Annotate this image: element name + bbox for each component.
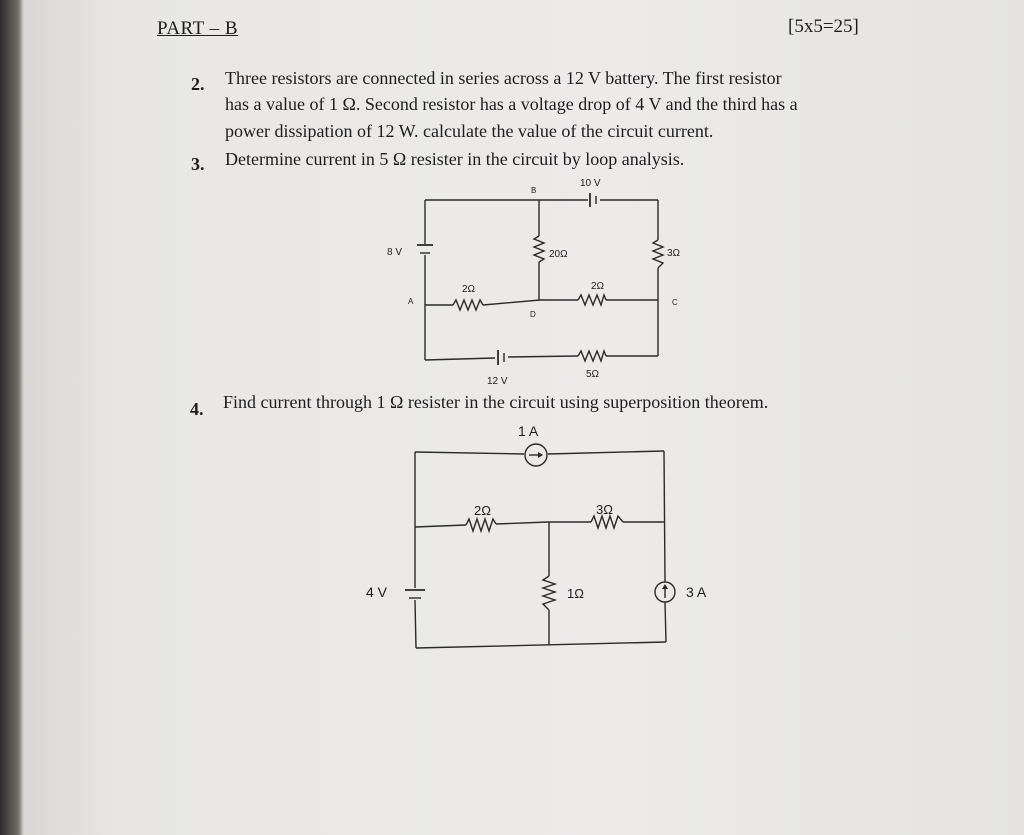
- current-source-3a-symbol: [655, 582, 675, 602]
- circuit-2-wires: [415, 451, 666, 648]
- part-heading: PART – B: [157, 18, 239, 39]
- current-source-1a-symbol: [525, 444, 547, 466]
- node-c-label: C: [672, 298, 678, 307]
- resistor-1-ohm-symbol: [543, 576, 555, 610]
- question-3-number: 3.: [191, 154, 205, 174]
- current-3a-label: 3 A: [686, 584, 707, 600]
- resistor-3-ohm-label: 3Ω: [667, 248, 681, 259]
- battery-4v-symbol: [405, 590, 425, 598]
- question-2-line-2: has a value of 1 Ω. Second resistor has a voltage drop of 4 V and the third has a: [225, 94, 798, 114]
- voltage-4v-label: 4 V: [366, 584, 388, 600]
- current-1a-label: 1 A: [518, 423, 539, 439]
- voltage-12v-label: 12 V: [487, 376, 508, 387]
- resistor-2-ohm-label: 2Ω: [474, 503, 491, 518]
- resistor-2-ohm-left-label: 2Ω: [462, 284, 476, 295]
- resistor-20-ohm-label: 20Ω: [549, 249, 568, 260]
- resistor-2-ohm-symbol: [466, 519, 496, 531]
- question-4-line-1: Find current through 1 Ω resister in the circuit using superposition theorem.: [223, 392, 769, 412]
- resistor-5-ohm-label: 5Ω: [586, 369, 600, 380]
- resistor-1-ohm-label: 1Ω: [567, 586, 584, 601]
- node-a-label: A: [408, 297, 414, 306]
- resistor-3-ohm-symbol: [591, 516, 623, 528]
- question-2-line-1: Three resistors are connected in series across a 12 V battery. The first resistor: [225, 68, 782, 88]
- voltage-10v-label: 10 V: [580, 178, 601, 189]
- question-2-line-3: power dissipation of 12 W. calculate the value of the circuit current.: [225, 121, 714, 141]
- marks-allocation: [5x5=25]: [788, 16, 859, 37]
- node-b-label: B: [531, 186, 537, 195]
- resistor-3-ohm-label: 3Ω: [596, 502, 613, 517]
- resistor-2-ohm-right-label: 2Ω: [591, 281, 605, 292]
- question-4-number: 4.: [190, 399, 204, 419]
- voltage-8v-label: 8 V: [387, 247, 403, 258]
- question-2-number: 2.: [191, 74, 205, 94]
- question-3-line-1: Determine current in 5 Ω resister in the circuit by loop analysis.: [225, 149, 685, 169]
- node-d-label: D: [530, 310, 536, 319]
